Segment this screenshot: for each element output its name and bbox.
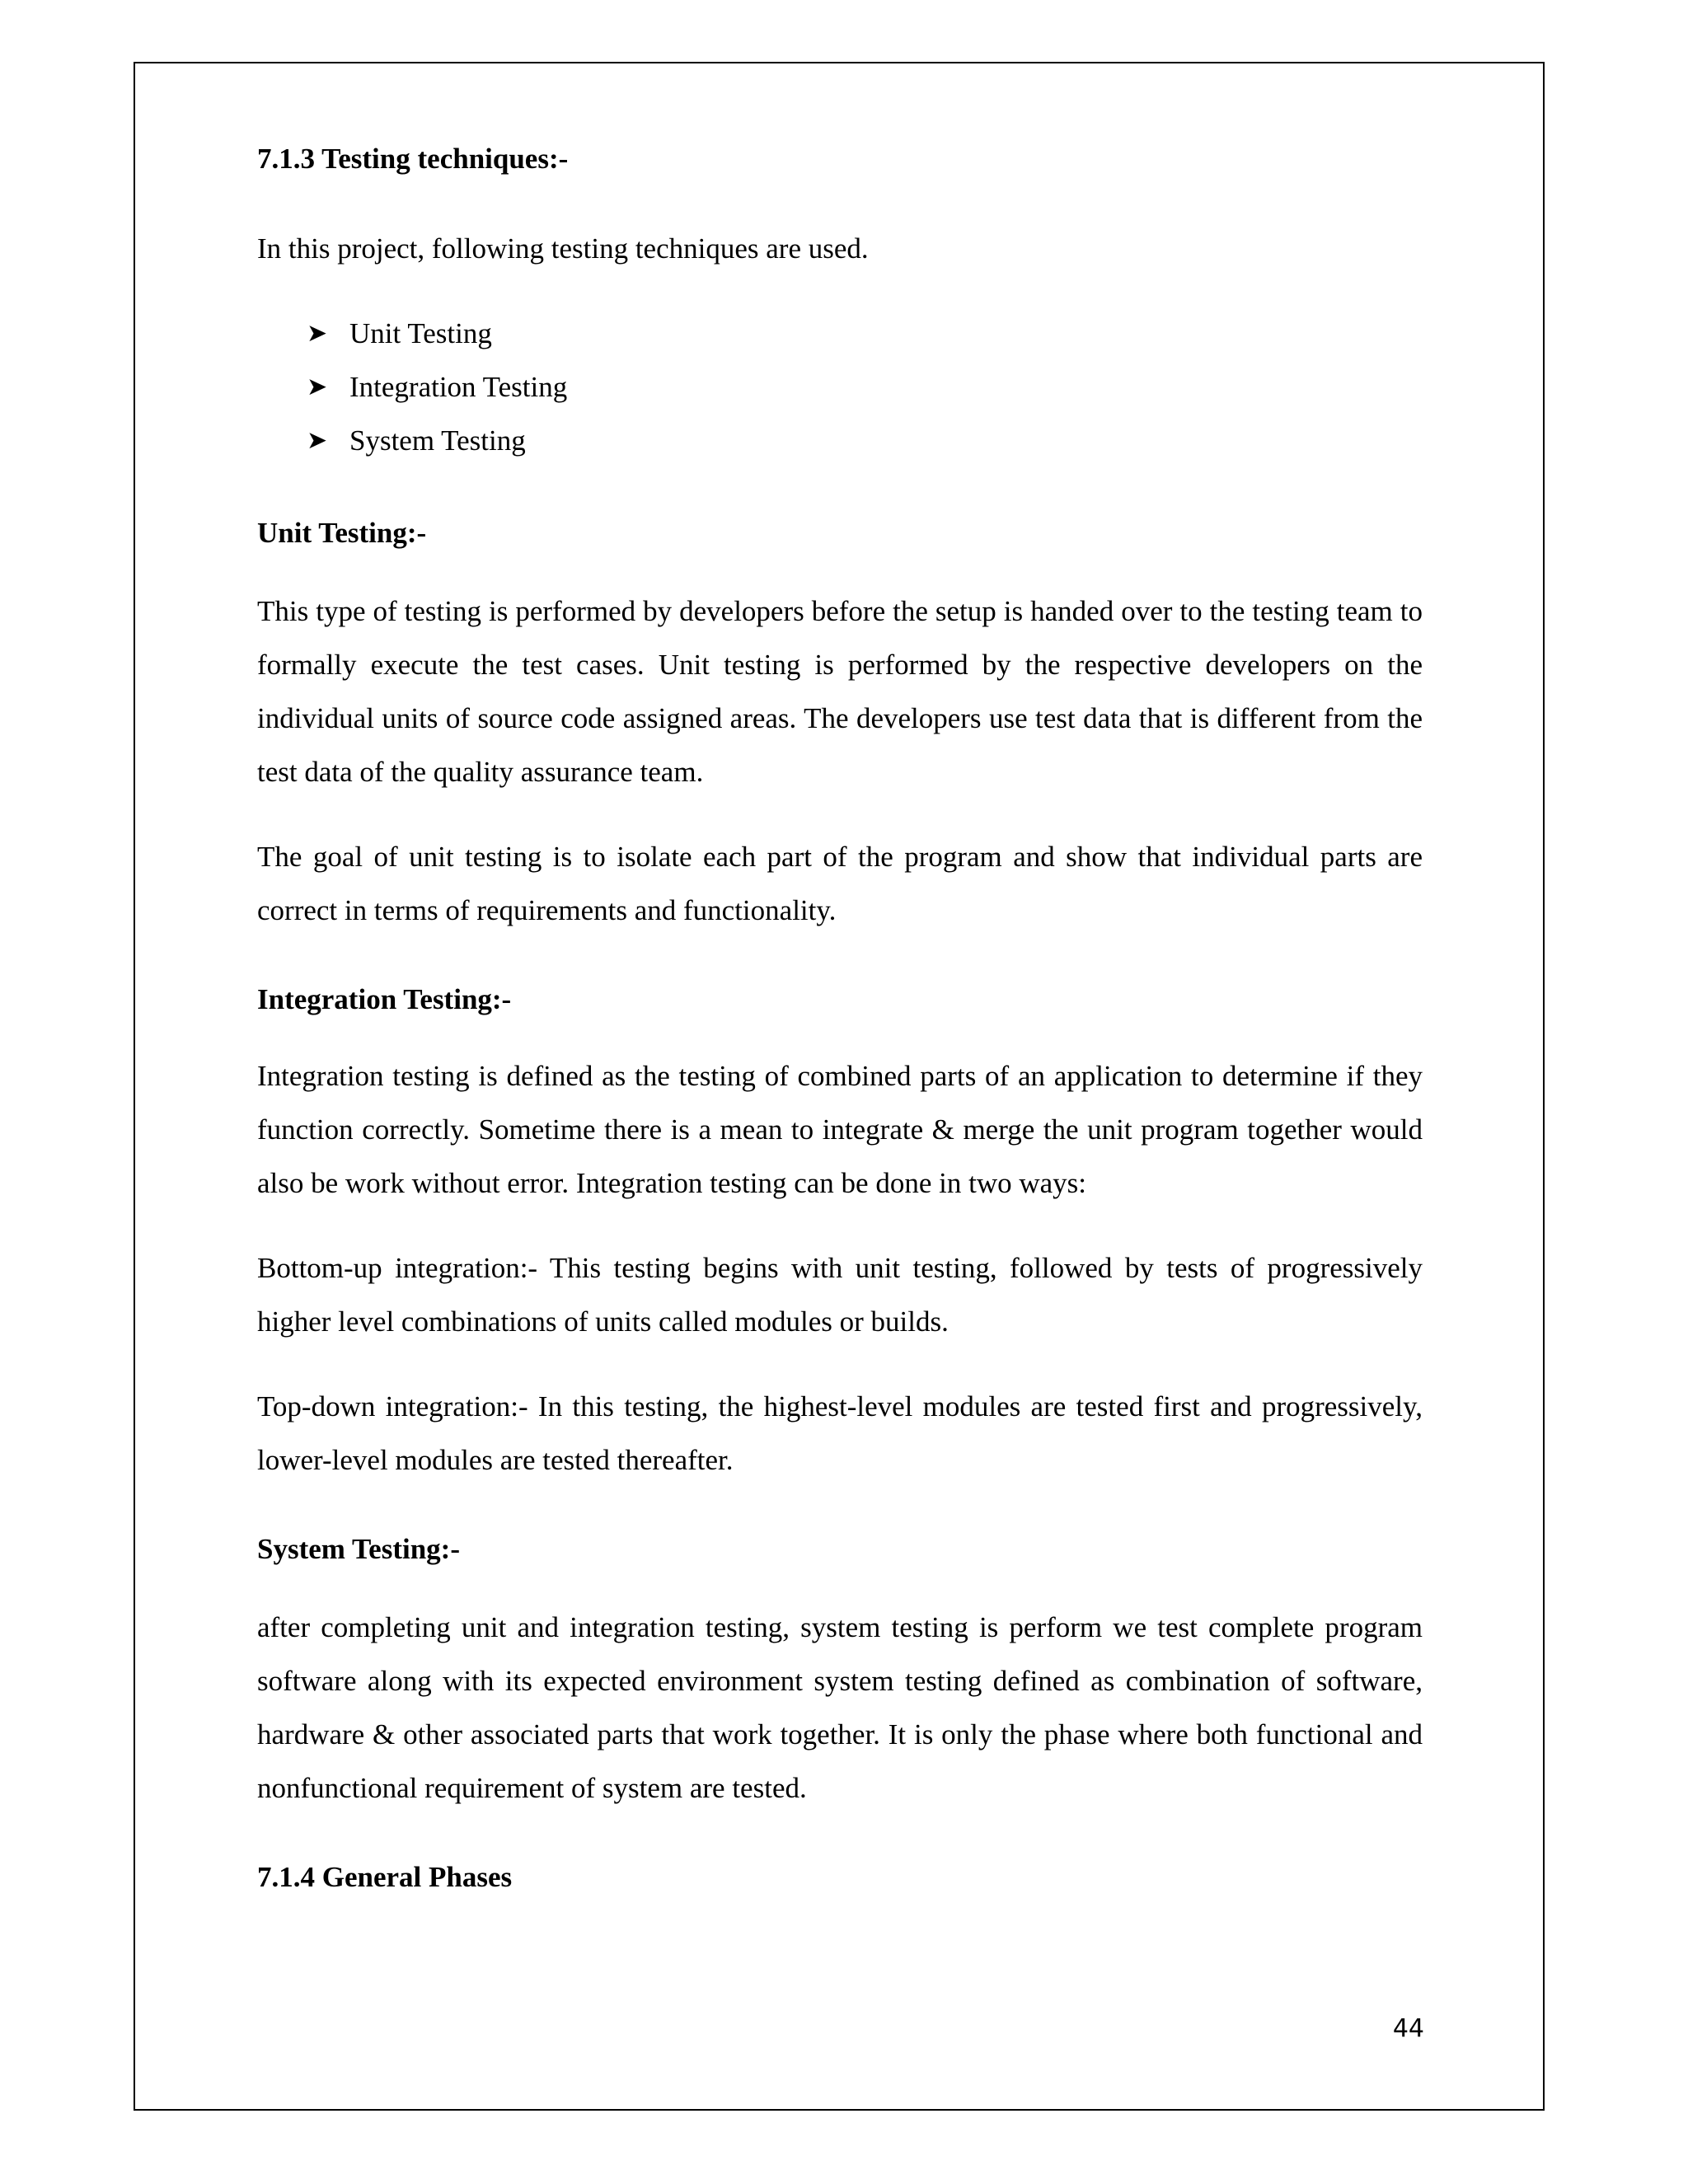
list-item-label: Unit Testing [349,317,492,349]
unit-testing-paragraph-1: This type of testing is performed by developers before the setup is handed over to the testing team to formally execute the test cases. Unit testing is performed by the respective developers on the individual units of source code assigned areas. The developers use test data that is different from the test data of the quality assurance team. [257,595,1423,788]
list-item [307,307,1423,360]
techniques-list [257,307,1423,467]
section-intro-paragraph: In this project, following testing techniques are used. [257,232,869,265]
arrow-bullet-icon: ➤ [307,426,328,455]
integration-testing-heading: Integration Testing:- [257,983,512,1015]
page-number: 44 [1392,2014,1424,2043]
arrow-bullet-icon: ➤ [307,319,328,348]
bottom-up-integration-paragraph: Bottom-up integration:- This testing begins with unit testing, followed by tests of progressively higher level combinations of units called modules or builds. [257,1252,1423,1338]
arrow-bullet-icon: ➤ [307,373,328,401]
integration-testing-paragraph-1: Integration testing is defined as the testing of combined parts of an application to determine if they function correctly. Sometime there is a mean to integrate & merge the unit program together would also be work without error. Integration testing can be done in two ways: [257,1060,1423,1199]
top-down-integration-paragraph: Top-down integration:- In this testing, the highest-level modules are tested first and progressively, lower-level modules are tested thereafter. [257,1390,1423,1476]
page-content [257,143,1423,1894]
list-item-label: System Testing [349,424,526,457]
list-item-label: Integration Testing [349,371,568,403]
section-heading-7-1-3: 7.1.3 Testing techniques:- [257,143,569,175]
unit-testing-paragraph-2: The goal of unit testing is to isolate each part of the program and show that individual parts are correct in terms of requirements and functionality. [257,841,1423,926]
system-testing-paragraph: after completing unit and integration testing, system testing is perform we test complete program software along with its expected environment system testing defined as combination of software, hardware & other associated parts that work together. It is only the phase where both functional and nonfunctional requirement of system are tested. [257,1611,1423,1804]
section-heading-7-1-4: 7.1.4 General Phases [257,1861,513,1893]
unit-testing-heading: Unit Testing:- [257,517,427,549]
list-item [307,414,1423,467]
list-item [307,360,1423,414]
system-testing-heading: System Testing:- [257,1533,460,1565]
